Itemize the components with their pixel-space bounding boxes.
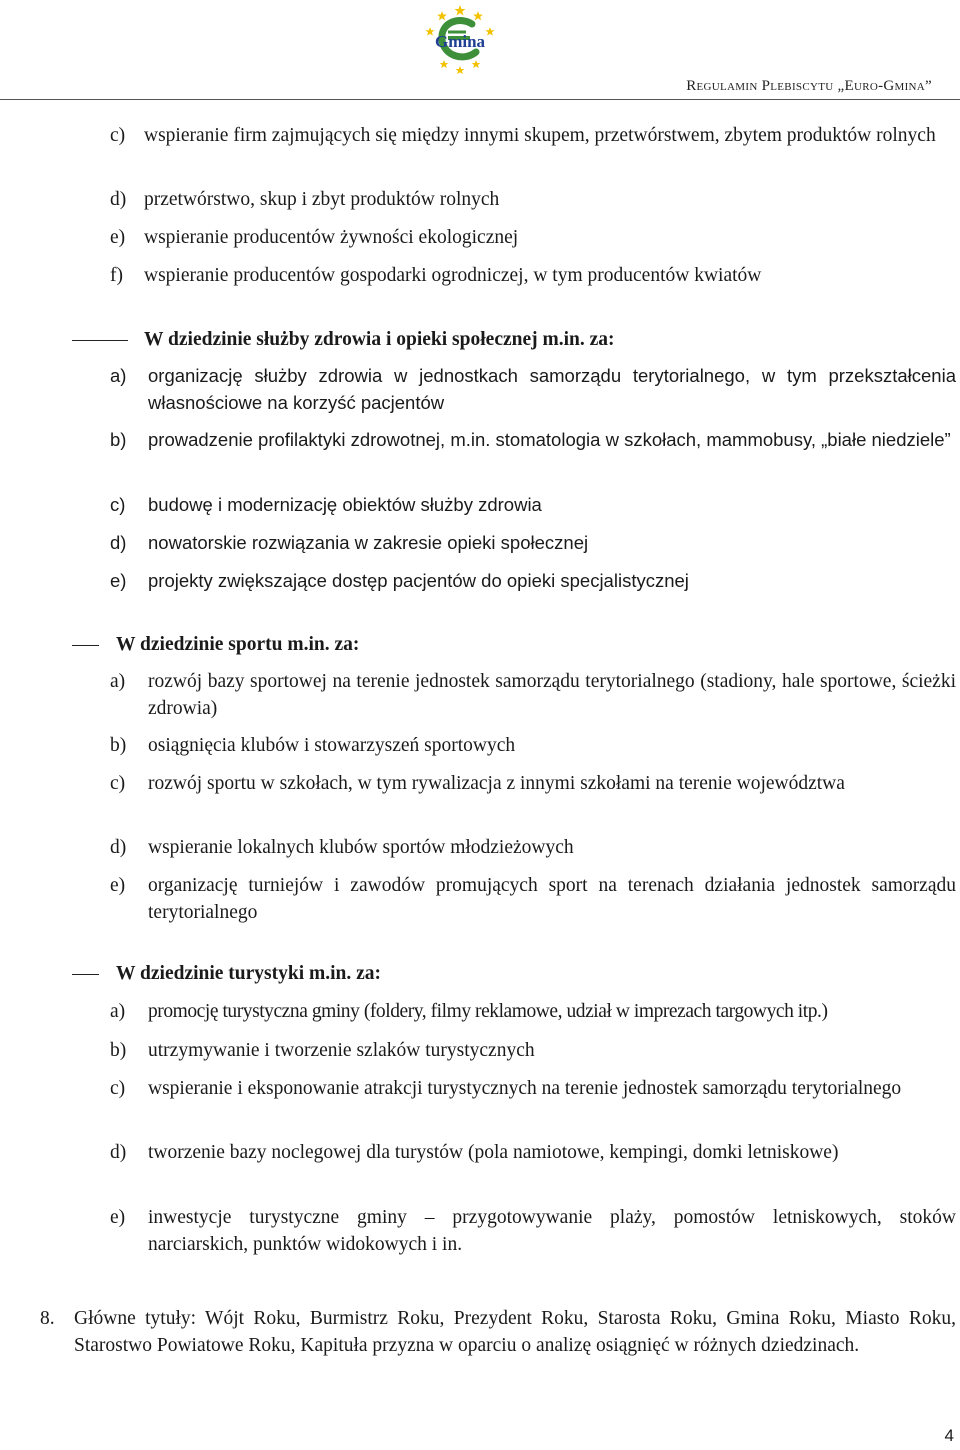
- list-item-label: c): [110, 773, 126, 794]
- list-item-text: budowę i modernizację obiektów służby zdrowia: [148, 494, 542, 515]
- header-divider: [0, 99, 960, 100]
- list-item-text: utrzymywanie i tworzenie szlaków turystycznych: [148, 1040, 535, 1061]
- list-item-text: tworzenie bazy noclegowej dla turystów (pola namiotowe, kempingi, domki letniskowe): [148, 1142, 839, 1163]
- list-item-label: d): [110, 1142, 127, 1163]
- section-dash: [72, 974, 99, 975]
- section-dash: [72, 645, 99, 646]
- page-header: [0, 0, 960, 100]
- numbered-point: [40, 1305, 956, 1359]
- section-dash: [72, 340, 128, 341]
- list-item-text: promocję turystyczna gminy (foldery, filmy reklamowe, udział w imprezach targowych itp.): [148, 1001, 828, 1022]
- list-item-text: wspieranie lokalnych klubów sportów młodzieżowych: [148, 837, 574, 858]
- list-item: [110, 668, 956, 722]
- list-item-label: b): [110, 735, 127, 756]
- list-item: [110, 1204, 956, 1258]
- list-item: [110, 1037, 956, 1064]
- list-item-text: organizację turniejów i zawodów promujących sport na terenach działania jednostek samorządu terytorialnego: [148, 875, 956, 923]
- list-item-label: a): [110, 365, 127, 386]
- list-item-label: d): [110, 189, 127, 210]
- list-item-label: a): [110, 671, 126, 692]
- list-item-label: e): [110, 227, 126, 248]
- section-heading-sport: W dziedzinie sportu m.in. za:: [116, 634, 360, 655]
- list-item: [110, 1075, 956, 1102]
- list-item-label: c): [110, 494, 126, 515]
- list-item-label: e): [110, 875, 126, 896]
- list-item: [110, 998, 956, 1025]
- list-item-label: d): [110, 837, 127, 858]
- page-number: 4: [944, 1426, 954, 1445]
- list-item: [110, 567, 956, 594]
- logo-text: Gmina: [434, 32, 486, 51]
- list-item-label: e): [110, 1207, 126, 1228]
- list-item-label: d): [110, 532, 127, 553]
- list-item: [110, 362, 956, 416]
- list-item-label: c): [110, 125, 126, 146]
- point-text: Główne tytuły: Wójt Roku, Burmistrz Roku, Prezydent Roku, Starosta Roku, Gmina Roku, Miasto Roku, Starostwo Powiatowe Roku, Kapituła przyzna w oparciu o analizę osiągnięć w różnych dziedzinach.: [74, 1308, 956, 1356]
- list-item-text: rozwój sportu w szkołach, w tym rywalizacja z innymi szkołami na terenie województwa: [148, 773, 845, 794]
- list-item: [110, 770, 956, 797]
- list-item: [110, 529, 956, 556]
- list-item: [110, 872, 956, 926]
- list-item: [110, 262, 956, 289]
- list-item-label: f): [110, 265, 123, 286]
- document-title: Regulamin Plebiscytu „Euro-Gmina”: [686, 78, 932, 94]
- list-item-text: wspieranie i eksponowanie atrakcji turystycznych na terenie jednostek samorządu terytorialnego: [148, 1078, 902, 1099]
- list-item: [110, 122, 956, 149]
- list-item: [110, 224, 956, 251]
- list-item-label: e): [110, 570, 127, 591]
- list-item-text: wspieranie firm zajmujących się między innymi skupem, przetwórstwem, zbytem produktów rolnych: [144, 125, 936, 146]
- point-number: 8.: [40, 1308, 55, 1329]
- list-item-text: inwestycje turystyczne gminy – przygotowywanie plaży, pomostów letniskowych, stoków narciarskich, punktów widokowych i in.: [148, 1207, 956, 1255]
- list-item-text: osiągnięcia klubów i stowarzyszeń sportowych: [148, 735, 516, 756]
- list-item-text: organizację służby zdrowia w jednostkach samorządu terytorialnego, w tym przekształcenia własnościowe na korzyść pacjentów: [148, 365, 956, 413]
- list-item: [110, 426, 956, 453]
- list-item: [110, 732, 956, 759]
- list-item-text: rozwój bazy sportowej na terenie jednostek samorządu terytorialnego (stadiony, hale sportowe, ścieżki zdrowia): [148, 671, 956, 719]
- list-item-text: przetwórstwo, skup i zbyt produktów rolnych: [144, 189, 500, 210]
- list-item-label: b): [110, 429, 127, 450]
- list-item: [110, 186, 956, 213]
- list-item-text: nowatorskie rozwiązania w zakresie opieki społecznej: [148, 532, 589, 553]
- list-item: [110, 1139, 956, 1166]
- list-item-text: prowadzenie profilaktyki zdrowotnej, m.in. stomatologia w szkołach, mammobusy, „białe niedziele”: [148, 429, 951, 450]
- list-item: [110, 834, 956, 861]
- list-item-text: projekty zwiększające dostęp pacjentów do opieki specjalistycznej: [148, 570, 689, 591]
- list-item-text: wspieranie producentów żywności ekologicznej: [144, 227, 519, 248]
- list-item-label: c): [110, 1078, 126, 1099]
- list-item: [110, 491, 956, 518]
- list-item-text: wspieranie producentów gospodarki ogrodniczej, w tym producentów kwiatów: [144, 265, 762, 286]
- list-item-label: a): [110, 1001, 126, 1022]
- euro-gmina-logo: [420, 2, 500, 82]
- section-heading-tourism: W dziedzinie turystyki m.in. za:: [116, 963, 382, 984]
- list-item-label: b): [110, 1040, 127, 1061]
- section-heading-health: W dziedzinie służby zdrowia i opieki społecznej m.in. za:: [144, 329, 615, 350]
